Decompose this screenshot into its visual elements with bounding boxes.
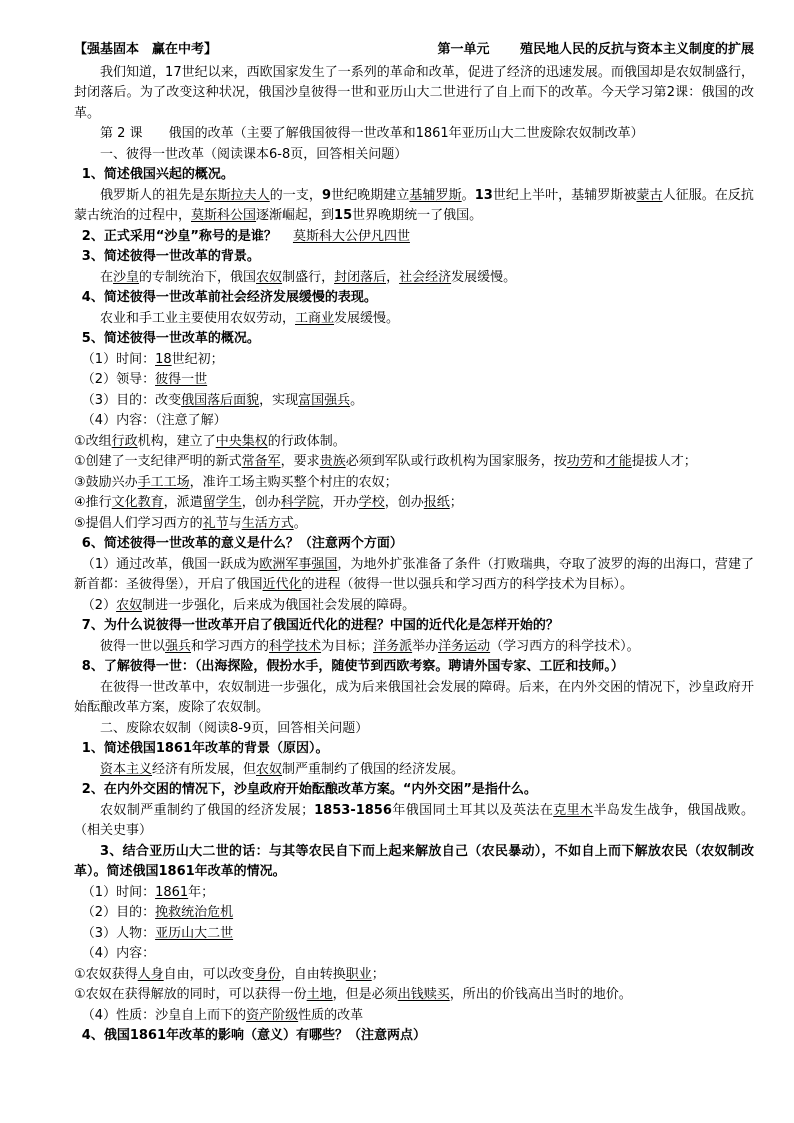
question: 1、简述俄国兴起的概况。 bbox=[81, 167, 234, 182]
answer-content: （4）内容：（注意了解） bbox=[81, 413, 227, 428]
intro-paragraph: 我们知道，17世纪以来，西欧国家发生了一系列的革命和改革，促进了经济的迅速发展。而俄国却是农奴制盛行，封闭落后。为了改变这种状况，俄国沙皇彼得一世和亚历山大二世进行了自上而下的改革。今天学习第2课：俄国的改革。 bbox=[74, 64, 754, 121]
answer-time: （1）时间：18世纪初； bbox=[81, 351, 224, 367]
answer-content: （4）内容： bbox=[81, 946, 156, 961]
answer-time: （1）时间：1861年； bbox=[81, 884, 215, 900]
section-heading: 一、彼得一世改革（阅读课本6-8页，回答相关问题） bbox=[100, 146, 408, 162]
answer-person: （3）人物：亚历山大二世 bbox=[81, 925, 234, 941]
lesson-title: 第 2 课 俄国的改革（主要了解俄国彼得一世改革和1861年亚历山大二世废除农奴制改革） bbox=[100, 126, 644, 141]
header-left: 【强基固本 赢在中考】 bbox=[74, 42, 218, 57]
page-header bbox=[74, 40, 754, 61]
question: 4、简述彼得一世改革前社会经济发展缓慢的表现。 bbox=[81, 290, 377, 305]
content-item: ①创建了一支纪律严明的新式常备军，要求贵族必须到军队或行政机构为国家服务，按功劳和才能提拔人才； bbox=[74, 454, 697, 469]
answer: （1）通过改革，俄国一跃成为欧洲军事强国，为地外扩张准备了条件（打败瑞典，夺取了波罗的海的出海口，营建了新首都：圣彼得堡），开启了俄国近代化的进程（彼得一世以强兵和学习西方的科学技术为目标）。 bbox=[74, 556, 754, 592]
content-item: ⑤提倡人们学习西方的礼节与生活方式。 bbox=[74, 515, 307, 531]
answer-goal: （3）目的：改变俄国落后面貌，实现富国强兵。 bbox=[81, 392, 364, 408]
question: 7、为什么说彼得一世改革开启了俄国近代化的进程？中国的近代化是怎样开始的？ bbox=[81, 618, 559, 633]
question: 1、简述俄国1861年改革的背景（原因）。 bbox=[81, 741, 329, 756]
answer: 资本主义经济有所发展，但农奴制严重制约了俄国的经济发展。 bbox=[100, 761, 465, 777]
document-page bbox=[74, 40, 754, 1047]
answer: 农奴制严重制约了俄国的经济发展；1853-1856年俄国同土耳其以及英法在克里木半岛发生战争，俄国战败。（相关史事） bbox=[74, 802, 754, 838]
content-item: ①改组行政机构，建立了中央集权的行政体制。 bbox=[74, 433, 346, 449]
content-item: ④推行文化教育，派遣留学生，创办科学院，开办学校，创办报纸； bbox=[74, 495, 463, 510]
question: 2、正式采用“沙皇”称号的是谁？ 莫斯科大公伊凡四世 bbox=[81, 228, 410, 244]
content-item: ③鼓励兴办手工工场，准许工场主购买整个村庄的农奴； bbox=[74, 474, 398, 490]
question: 6、简述彼得一世改革的意义是什么？（注意两个方面） bbox=[81, 536, 403, 551]
content-item: ①农奴获得人身自由，可以改变身份，自由转换职业； bbox=[74, 966, 385, 982]
question: 4、俄国1861年改革的影响（意义）有哪些？（注意两点） bbox=[81, 1028, 427, 1043]
question: 5、简述彼得一世改革的概况。 bbox=[81, 331, 260, 346]
answer: 彼得一世以强兵和学习西方的科学技术为目标；洋务派举办洋务运动（学习西方的科学技术）。 bbox=[100, 638, 640, 654]
paragraph: 在彼得一世改革中，农奴制进一步强化，成为后来俄国社会发展的障碍。后来，在内外交困的情况下，沙皇政府开始酝酿改革方案，废除了农奴制。 bbox=[74, 679, 754, 715]
answer: （2）农奴制进一步强化，后来成为俄国社会发展的障碍。 bbox=[81, 597, 416, 613]
question: 8、了解彼得一世：（出海探险，假扮水手，随使节到西欧考察。聘请外国专家、工匠和技师。） bbox=[81, 659, 624, 674]
answer: 在沙皇的专制统治下，俄国农奴制盛行，封闭落后，社会经济发展缓慢。 bbox=[100, 269, 517, 285]
question: 3、结合亚历山大二世的话：与其等农民自下而上起来解放自己（农民暴动），不如自上而下解放农民（农奴制改革）。简述俄国1861年改革的情况。 bbox=[74, 843, 754, 879]
section-heading: 二、废除农奴制（阅读8-9页，回答相关问题） bbox=[100, 720, 369, 736]
answer: 农业和手工业主要使用农奴劳动，工商业发展缓慢。 bbox=[100, 310, 400, 326]
question: 2、在内外交困的情况下，沙皇政府开始酝酿改革方案。“内外交困”是指什么。 bbox=[81, 782, 537, 797]
answer-nature: （4）性质：沙皇自上而下的资产阶级性质的改革 bbox=[81, 1007, 364, 1023]
content-item: ①农奴在获得解放的同时，可以获得一份土地，但是必须出钱赎买，所出的价钱高出当时的地价。 bbox=[74, 987, 632, 1002]
unit-label: 第一单元 bbox=[437, 42, 490, 57]
question: 3、简述彼得一世改革的背景。 bbox=[81, 249, 260, 264]
unit-title: 殖民地人民的反抗与资本主义制度的扩展 bbox=[519, 42, 754, 57]
answer: 俄罗斯人的祖先是东斯拉夫人的一支，9世纪晚期建立基辅罗斯。13世纪上半叶，基辅罗斯被蒙古人征服。在反抗蒙古统治的过程中，莫斯科公国逐渐崛起，到15世界晚期统一了俄国。 bbox=[74, 187, 754, 223]
answer-goal: （2）目的：挽救统治危机 bbox=[81, 905, 234, 920]
answer-leader: （2）领导：彼得一世 bbox=[81, 372, 208, 387]
